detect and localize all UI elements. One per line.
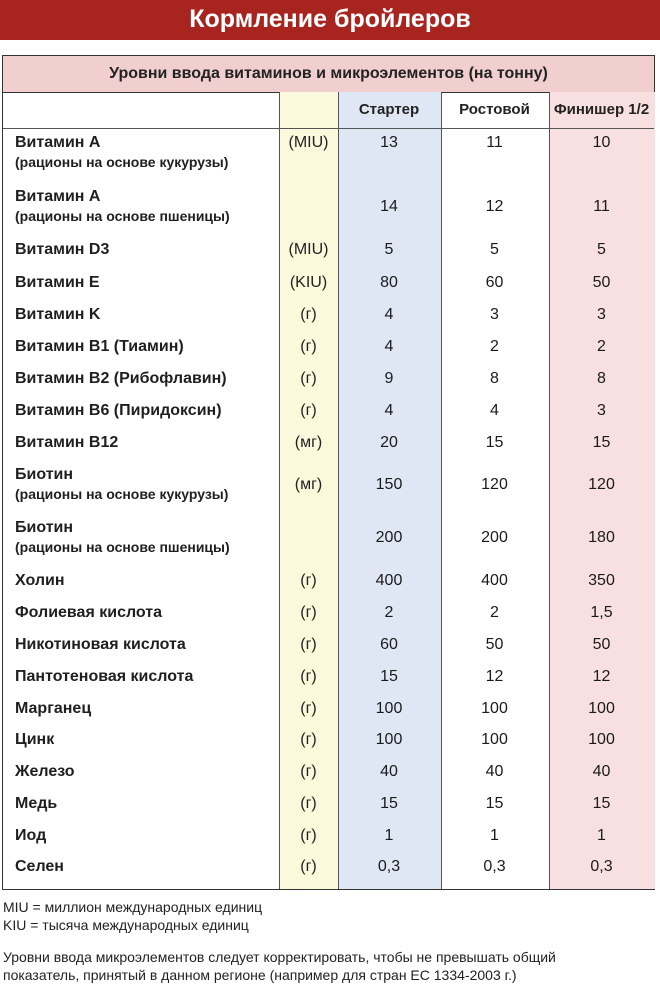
row-name-text: Витамин K (15, 306, 101, 323)
row-name-text: Цинк (15, 731, 55, 748)
value-finisher: 100 (588, 731, 615, 748)
value-grower: 12 (485, 668, 504, 685)
row-unit: (г) (300, 402, 317, 419)
value-finisher: 15 (592, 434, 611, 451)
column-header-grower: Ростовой (459, 101, 530, 118)
row-unit: (г) (300, 827, 317, 844)
note-miu: MIU = миллион международных единиц (3, 899, 263, 915)
row-unit: (г) (300, 668, 317, 685)
row-name (15, 370, 227, 388)
footnote-line: Уровни ввода микроэлементов следует корректировать, чтобы не превышать общий (3, 949, 556, 965)
row-name-text: Железо (15, 763, 75, 780)
value-finisher: 50 (592, 636, 611, 653)
row-name (15, 188, 230, 224)
value-finisher: 12 (592, 668, 611, 685)
page-title: Кормление бройлеров (0, 0, 660, 40)
value-starter: 1 (384, 827, 394, 844)
row-name-text: Витамин B1 (Тиамин) (15, 338, 184, 355)
value-grower: 100 (481, 700, 508, 717)
value-starter: 200 (375, 529, 403, 546)
value-starter: 9 (384, 370, 394, 387)
note-kiu: KIU = тысяча международных единиц (3, 917, 249, 933)
value-starter: 5 (384, 241, 394, 258)
row-unit: (г) (300, 763, 317, 780)
row-name (15, 795, 57, 813)
row-name-subtitle: (рационы на основе пшеницы) (15, 208, 230, 224)
row-name (15, 858, 64, 876)
value-starter: 4 (384, 306, 394, 323)
row-name-text: Медь (15, 795, 58, 812)
value-grower: 0,3 (483, 858, 506, 875)
row-unit: (г) (300, 370, 317, 387)
row-name (15, 700, 91, 718)
row-name (15, 572, 65, 590)
row-unit: (г) (300, 636, 317, 653)
value-starter: 20 (380, 434, 398, 451)
value-finisher: 100 (588, 700, 615, 717)
row-name-text: Витамин D3 (15, 241, 110, 258)
row-name-text: Селен (15, 858, 64, 875)
value-finisher: 2 (597, 338, 606, 355)
row-name-text: Фолиевая кислота (15, 604, 163, 621)
value-finisher: 11 (593, 198, 610, 215)
row-name (15, 134, 228, 170)
value-finisher: 180 (588, 529, 615, 546)
row-name (15, 274, 100, 292)
value-grower: 1 (490, 827, 499, 844)
row-name (15, 241, 109, 259)
row-unit: (г) (300, 338, 317, 355)
value-finisher: 50 (592, 274, 611, 291)
row-unit: (мг) (294, 434, 323, 451)
value-starter: 2 (384, 604, 394, 621)
row-name-text: Холин (15, 572, 65, 589)
row-name-subtitle: (рационы на основе пшеницы) (15, 539, 230, 555)
value-grower: 120 (481, 476, 508, 493)
row-name-text: Витамин E (15, 274, 100, 291)
row-name-subtitle: (рационы на основе кукурузы) (15, 486, 229, 502)
value-finisher: 120 (588, 476, 615, 493)
unit-notes (3, 898, 262, 934)
value-grower: 50 (485, 636, 504, 653)
row-name-text: Витамин B2 (Рибофлавин) (15, 370, 227, 387)
value-grower: 5 (490, 241, 499, 258)
row-name-text: Пантотеновая кислота (15, 668, 194, 685)
row-name (15, 731, 54, 749)
value-finisher: 40 (592, 763, 611, 780)
vitamin-table (2, 55, 655, 890)
row-unit: (MIU) (288, 134, 329, 151)
value-grower: 200 (481, 529, 508, 546)
value-grower: 11 (486, 134, 503, 151)
value-finisher: 350 (588, 572, 615, 589)
row-name (15, 827, 46, 845)
value-grower: 40 (485, 763, 504, 780)
row-name-text: Витамин А (15, 134, 101, 151)
header-divider (3, 128, 654, 129)
value-starter: 40 (380, 763, 398, 780)
value-finisher: 0,3 (590, 858, 613, 875)
row-unit: (г) (300, 731, 317, 748)
row-name-text: Никотиновая кислота (15, 636, 186, 653)
row-name-subtitle: (рационы на основе кукурузы) (15, 154, 229, 170)
value-starter: 0,3 (377, 858, 401, 875)
row-name (15, 519, 230, 555)
row-name (15, 338, 184, 356)
value-finisher: 10 (592, 134, 611, 151)
value-starter: 15 (380, 668, 398, 685)
value-starter: 15 (380, 795, 398, 812)
row-unit: (KIU) (289, 274, 328, 291)
value-grower: 60 (485, 274, 504, 291)
value-grower: 2 (490, 604, 499, 621)
row-name (15, 636, 186, 654)
value-grower: 8 (490, 370, 499, 387)
row-unit: (г) (300, 306, 317, 323)
row-unit: (г) (300, 572, 317, 589)
value-starter: 100 (375, 700, 403, 717)
value-finisher: 3 (597, 306, 606, 323)
row-name-text: Витамин B6 (Пиридоксин) (15, 402, 222, 419)
value-starter: 14 (380, 198, 398, 215)
value-starter: 100 (375, 731, 403, 748)
value-grower: 2 (490, 338, 499, 355)
value-grower: 15 (485, 434, 504, 451)
row-name-text: Иод (15, 827, 47, 844)
value-finisher: 1,5 (590, 604, 613, 621)
row-name (15, 306, 100, 324)
row-name-text: Витамин B12 (15, 434, 119, 451)
value-starter: 4 (384, 402, 394, 419)
value-grower: 3 (490, 306, 499, 323)
value-grower: 100 (481, 731, 508, 748)
value-finisher: 1 (597, 827, 606, 844)
row-name-text: Биотин (15, 466, 74, 483)
value-grower: 400 (481, 572, 508, 589)
value-grower: 12 (485, 198, 504, 215)
value-finisher: 15 (592, 795, 611, 812)
row-name-text: Витамин А (15, 188, 101, 205)
value-starter: 150 (375, 476, 403, 493)
row-name (15, 466, 228, 502)
value-finisher: 3 (597, 402, 606, 419)
value-starter: 400 (375, 572, 403, 589)
row-unit: (г) (300, 700, 317, 717)
value-finisher: 8 (597, 370, 606, 387)
row-name (15, 604, 162, 622)
value-grower: 4 (490, 402, 499, 419)
column-header-starter: Стартер (358, 101, 420, 118)
value-finisher: 5 (597, 241, 606, 258)
table-heading: Уровни ввода витаминов и микроэлементов (на тонну) (3, 56, 654, 93)
row-name (15, 434, 118, 452)
value-starter: 13 (380, 134, 398, 151)
footnote-line: показатель, принятый в данном регионе (например для стран ЕС 1334-2003 г.) (3, 967, 517, 983)
row-name (15, 668, 193, 686)
column-header-finisher: Финишер 1/2 (553, 101, 650, 118)
value-starter: 4 (384, 338, 394, 355)
row-unit: (мг) (294, 476, 323, 493)
row-unit: (г) (300, 795, 317, 812)
row-unit: (г) (300, 858, 317, 875)
row-name-text: Биотин (15, 519, 74, 536)
value-starter: 60 (380, 636, 398, 653)
row-name (15, 763, 75, 781)
row-name (15, 402, 222, 420)
value-grower: 15 (485, 795, 504, 812)
value-starter: 80 (380, 274, 398, 291)
row-unit: (г) (300, 604, 317, 621)
footnote (3, 948, 658, 984)
row-unit: (MIU) (288, 241, 329, 258)
row-name-text: Марганец (15, 700, 92, 717)
